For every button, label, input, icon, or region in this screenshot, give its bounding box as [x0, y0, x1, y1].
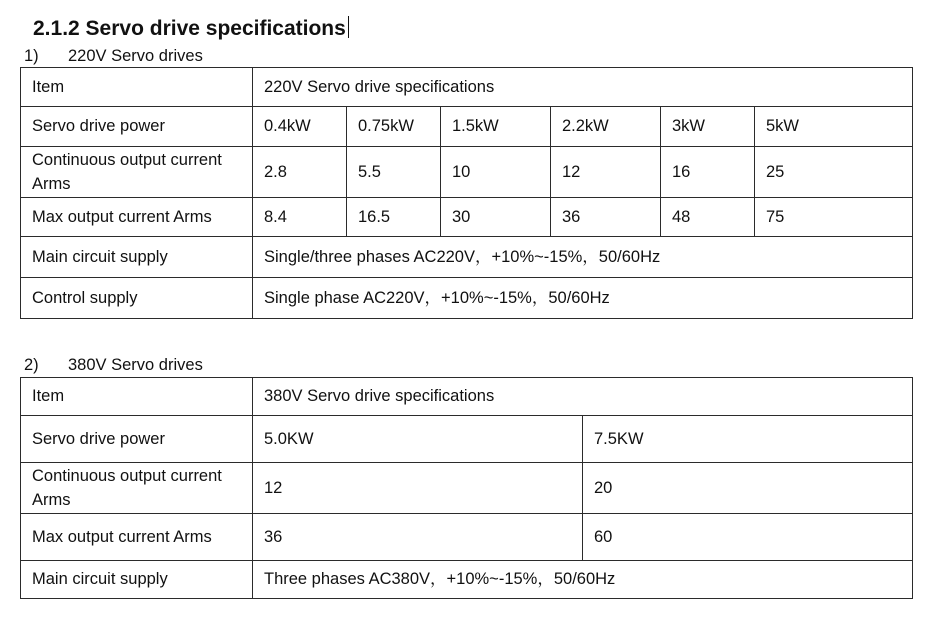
main-supply-label-cell: Main circuit supply [21, 561, 253, 599]
main-supply-value-cell: Single/three phases AC220V，+10%~-15%，50/60Hz [253, 237, 913, 278]
table-cell: 1.5kW [441, 107, 551, 147]
table-row [21, 68, 913, 107]
section-heading-text: 2.1.2 Servo drive specifications [33, 17, 346, 40]
table-cell: 75 [755, 198, 913, 237]
table-cell: 16.5 [347, 198, 441, 237]
table-row [21, 514, 913, 561]
table-row [21, 416, 913, 463]
continuous-label-cell: Continuous output current Arms [21, 147, 253, 198]
table-row [21, 107, 913, 147]
table-row [21, 147, 913, 198]
spec-header-cell: 380V Servo drive specifications [253, 378, 913, 416]
table-cell: 20 [583, 463, 913, 514]
table-cell: 12 [551, 147, 661, 198]
spec-table-220v [20, 67, 913, 319]
table-cell: 16 [661, 147, 755, 198]
control-supply-value-cell: Single phase AC220V，+10%~-15%，50/60Hz [253, 278, 913, 319]
table2-title-text: 380V Servo drives [68, 356, 203, 374]
table-row [21, 237, 913, 278]
table-cell: 2.2kW [551, 107, 661, 147]
table-cell: 36 [253, 514, 583, 561]
table2-title [24, 356, 203, 375]
spec-table-380v [20, 377, 913, 599]
table-cell: 5.0KW [253, 416, 583, 463]
item-header-cell: Item [21, 378, 253, 416]
table-cell: 2.8 [253, 147, 347, 198]
control-supply-label-cell: Control supply [21, 278, 253, 319]
table-row [21, 463, 913, 514]
spec-header-cell: 220V Servo drive specifications [253, 68, 913, 107]
max-label-cell: Max output current Arms [21, 514, 253, 561]
power-label-cell: Servo drive power [21, 416, 253, 463]
table2-title-number: 2) [24, 356, 39, 374]
table-cell: 0.75kW [347, 107, 441, 147]
section-heading [33, 16, 349, 41]
table-row [21, 198, 913, 237]
table-cell: 30 [441, 198, 551, 237]
item-header-cell: Item [21, 68, 253, 107]
table-cell: 5.5 [347, 147, 441, 198]
max-label-cell: Max output current Arms [21, 198, 253, 237]
table-cell: 0.4kW [253, 107, 347, 147]
table1-title-number: 1) [24, 47, 39, 65]
power-label-cell: Servo drive power [21, 107, 253, 147]
table-cell: 36 [551, 198, 661, 237]
table-cell: 48 [661, 198, 755, 237]
table-cell: 60 [583, 514, 913, 561]
table-cell: 25 [755, 147, 913, 198]
table-row [21, 378, 913, 416]
table-cell: 7.5KW [583, 416, 913, 463]
table-cell: 3kW [661, 107, 755, 147]
table-cell: 10 [441, 147, 551, 198]
table-row [21, 278, 913, 319]
table1-title [24, 47, 203, 66]
continuous-label-cell: Continuous output current Arms [21, 463, 253, 514]
main-supply-label-cell: Main circuit supply [21, 237, 253, 278]
table-row [21, 561, 913, 599]
table-cell: 5kW [755, 107, 913, 147]
table-cell: 8.4 [253, 198, 347, 237]
table1-title-text: 220V Servo drives [68, 47, 203, 65]
main-supply-value-cell: Three phases AC380V，+10%~-15%，50/60Hz [253, 561, 913, 599]
table-cell: 12 [253, 463, 583, 514]
text-cursor [348, 16, 349, 38]
